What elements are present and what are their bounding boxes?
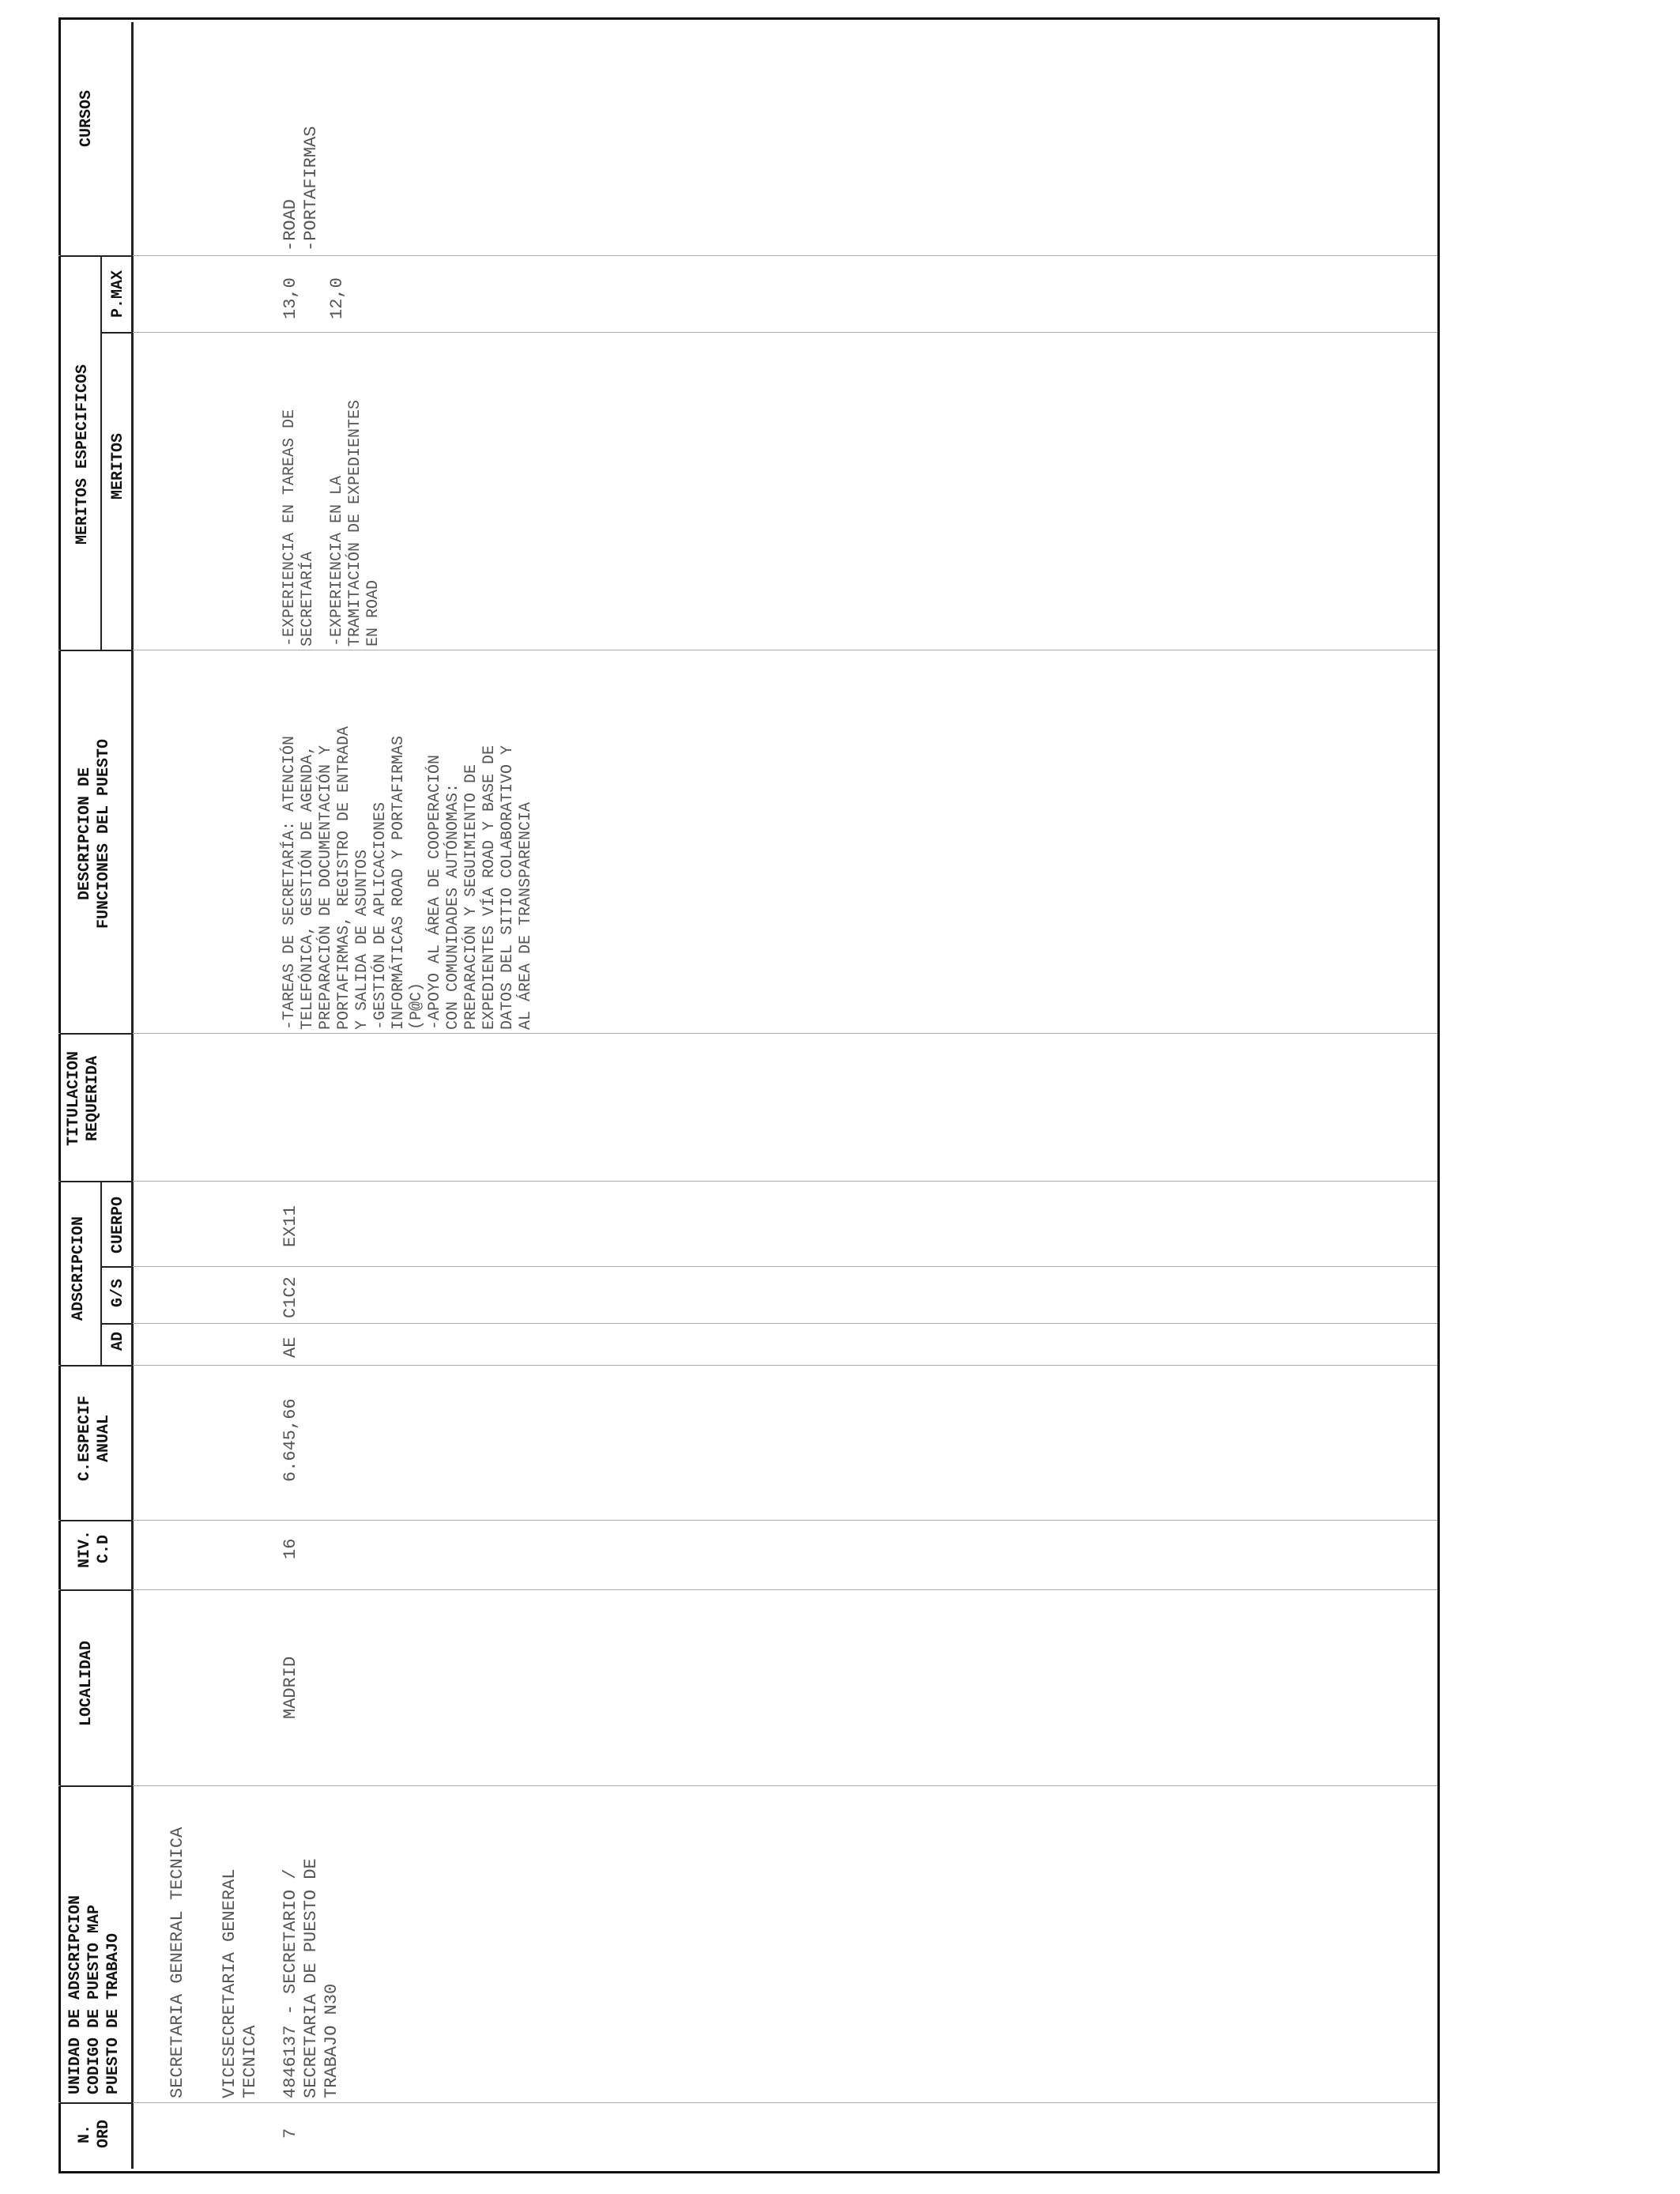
row-descripcion: -TAREAS DE SECRETARÍA: ATENCIÓN TELEFÓNICA, GESTIÓN DE AGENDA, PREPARACIÓN DE DOCUMENTACIÓN Y PORTAFIRMAS, REGISTRO DE ENTRADA Y SALIDA DE ASUNTOS -GESTIÓN DE APLICACIONES INFORMÁTICAS ROAD Y PORTAFIRMAS (P@C) -APOYO AL ÁREA DE COOPERACIÓN CON COMUNIDADES AUTÓNOMAS: PREPARACIÓN Y SEGUIMIENTO DE EXPEDIENTES VÍA ROAD Y BASE DE DATOS DEL SITIO COLABORATIVO Y AL ÁREA DE TRANSPARENCIA	[281, 726, 535, 1030]
table-border	[58, 17, 1440, 2173]
row-pmax-2: 12,0	[327, 277, 347, 319]
hdr-sep-cursos	[60, 255, 133, 257]
col-sep-titulacion	[58, 1181, 1437, 1182]
hdr-sep-pmax	[100, 332, 133, 334]
header-meritos: MERITOS	[109, 433, 127, 500]
col-sep-adscripcion	[58, 1365, 1437, 1366]
header-titulacion: TITULACION REQUERIDA	[65, 1050, 102, 1147]
row-ad: AE	[281, 1336, 300, 1358]
row-cuerpo: EX11	[281, 1205, 300, 1247]
hdr-sub-adscripcion	[100, 1181, 102, 1365]
header-adscripcion: ADSCRIPCION	[70, 1216, 88, 1321]
row-merito-1: -EXPERIENCIA EN TAREAS DE SECRETARÍA	[281, 409, 317, 647]
header-divider	[131, 22, 134, 2169]
row-gs: C1C2	[281, 1276, 300, 1318]
col-sep-cursos	[58, 255, 1437, 256]
header-cespecif: C.ESPECIF ANUAL	[76, 1395, 113, 1482]
unit-name-2: VICESECRETARIA GENERAL TECNICA	[220, 1868, 260, 2098]
col-sep-descripcion	[58, 1033, 1437, 1034]
row-puesto: 4846137 - SECRETARIO / SECRETARIA DE PUESTO DE TRABAJO N30	[281, 1858, 341, 2098]
header-n-ord: N. ORD	[76, 2120, 113, 2149]
row-pmax-1: 13,0	[281, 277, 300, 319]
hdr-sep-niv	[60, 1589, 133, 1591]
header-localidad: LOCALIDAD	[77, 1640, 96, 1727]
header-cuerpo: CUERPO	[109, 1197, 127, 1254]
col-sep-unidad	[58, 2102, 1437, 2103]
hdr-sep-adscripcion	[60, 1365, 133, 1367]
hdr-sub-meritos	[100, 255, 102, 650]
hdr-sep-unidad	[60, 2102, 133, 2104]
col-sep-cespecif	[58, 1520, 1437, 1521]
unit-name-1: SECRETARIA GENERAL TECNICA	[168, 1826, 187, 2098]
row-n-ord: 7	[281, 2128, 300, 2139]
header-cursos: CURSOS	[77, 90, 96, 148]
col-sep-localidad	[58, 1785, 1437, 1786]
header-niv: NIV. C.D	[76, 1530, 113, 1569]
header-ad: AD	[109, 1332, 127, 1351]
header-meritos-especificos: MERITOS ESPECIFICOS	[73, 364, 92, 545]
row-cespecif: 6.645,66	[281, 1398, 300, 1482]
header-descripcion: DESCRIPCION DE FUNCIONES DEL PUESTO	[76, 738, 113, 929]
row-localidad: MADRID	[281, 1656, 300, 1719]
col-sep-niv	[58, 1589, 1437, 1590]
header-unidad: UNIDAD DE ADSCRIPCION CODIGO DE PUESTO MAP PUESTO DE TRABAJO	[66, 1894, 122, 2094]
row-nivel: 16	[281, 1538, 300, 1559]
header-gs: G/S	[109, 1279, 127, 1308]
row-cursos: -ROAD -PORTAFIRMAS	[281, 126, 321, 251]
header-pmax: P.MAX	[109, 270, 127, 319]
row-merito-2: -EXPERIENCIA EN LA TRAMITACIÓN DE EXPEDIENTES EN ROAD	[328, 399, 382, 647]
